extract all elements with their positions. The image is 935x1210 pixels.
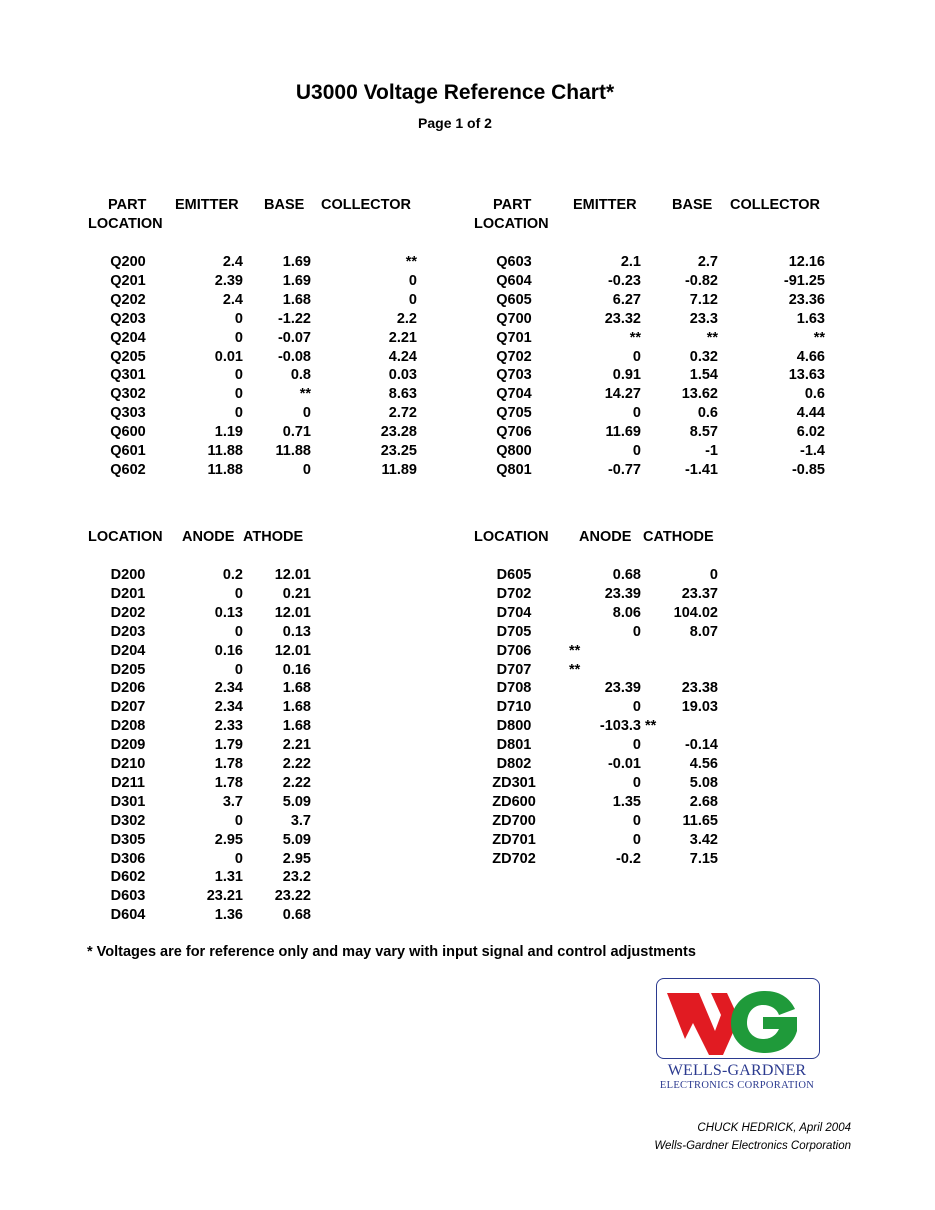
base-value: 1.69 <box>282 254 311 270</box>
table-row <box>0 774 935 793</box>
table-row <box>0 461 935 480</box>
cathode-value: 23.37 <box>681 585 718 602</box>
collector-value: ** <box>405 254 417 270</box>
diode-location: D605 <box>496 567 532 583</box>
collector-value: 8.63 <box>388 386 417 403</box>
anode-value: ** <box>569 661 581 678</box>
part-location: Q203 <box>110 310 146 327</box>
part-location: Q200 <box>110 254 146 270</box>
header-cathode: CATHODE <box>643 529 714 545</box>
anode-value: 0.16 <box>214 642 243 659</box>
part-location: Q602 <box>110 461 146 478</box>
collector-value: -1.4 <box>800 443 825 459</box>
anode-value: 8.06 <box>612 604 641 621</box>
table-row <box>0 310 935 329</box>
collector-value: 23.25 <box>380 443 417 459</box>
part-location: Q703 <box>496 367 532 384</box>
page-title: U3000 Voltage Reference Chart* <box>295 81 615 104</box>
base-value: 11.88 <box>275 443 311 459</box>
anode-value: 0.13 <box>214 604 243 621</box>
anode-value: 1.35 <box>612 793 641 810</box>
table-row <box>0 755 935 774</box>
base-value: 1.54 <box>689 367 718 384</box>
emitter-value: 0 <box>632 443 641 459</box>
cathode-value: 5.09 <box>282 831 311 848</box>
emitter-value: 0 <box>234 386 243 403</box>
diode-location: D203 <box>110 623 146 640</box>
company-credit: Wells-Gardner Electronics Corporation <box>654 1140 851 1152</box>
anode-value: 1.79 <box>214 737 243 754</box>
collector-value: 23.28 <box>380 424 417 441</box>
anode-value: 0 <box>632 812 641 829</box>
anode-value: ** <box>569 642 581 659</box>
base-value: 0 <box>302 405 311 422</box>
table-row <box>0 272 935 291</box>
collector-value: 2.72 <box>388 405 417 422</box>
table-row <box>0 585 935 604</box>
anode-value: 23.39 <box>604 680 641 697</box>
emitter-value: 23.32 <box>604 310 641 327</box>
diode-location: ZD600 <box>492 793 536 810</box>
collector-value: 23.36 <box>788 291 825 308</box>
cathode-value: 8.07 <box>689 623 718 640</box>
base-value: 0.8 <box>290 367 311 384</box>
diode-location: D201 <box>110 585 146 602</box>
collector-value: 0 <box>408 272 417 289</box>
table-row <box>0 423 935 442</box>
page-subtitle: Page 1 of 2 <box>418 115 492 131</box>
collector-value: -0.85 <box>791 461 825 478</box>
cathode-value: 4.56 <box>689 756 718 772</box>
table-row <box>0 698 935 717</box>
diode-location: D200 <box>110 567 146 583</box>
collector-value: 4.66 <box>796 348 825 365</box>
anode-value: 0 <box>234 812 243 829</box>
collector-value: 4.24 <box>388 348 417 365</box>
table-row <box>0 717 935 736</box>
cathode-value: 23.2 <box>282 869 311 886</box>
diode-location: D801 <box>496 737 532 754</box>
emitter-value: 1.19 <box>214 424 243 441</box>
collector-value: ** <box>813 329 825 346</box>
base-value: 23.3 <box>689 310 718 327</box>
cathode-value: 23.22 <box>274 888 311 905</box>
table-row <box>0 812 935 831</box>
header-location: LOCATION <box>474 529 549 545</box>
anode-value: 2.95 <box>214 831 243 848</box>
base-value: -0.82 <box>684 272 718 289</box>
diode-table-right <box>0 528 935 928</box>
collector-value: 4.44 <box>796 405 825 422</box>
emitter-value: 0 <box>632 348 641 365</box>
anode-value: 0 <box>234 850 243 867</box>
emitter-value: 11.88 <box>207 461 243 478</box>
diode-location: ZD301 <box>492 774 536 791</box>
emitter-value: 11.69 <box>605 424 641 441</box>
collector-value: 11.89 <box>381 461 417 478</box>
base-value: -1.22 <box>277 310 311 327</box>
collector-value: 13.63 <box>788 367 825 384</box>
diode-location: D208 <box>110 718 146 735</box>
diode-location: D302 <box>110 812 146 829</box>
part-location: Q706 <box>496 424 532 441</box>
emitter-value: 11.88 <box>207 443 243 459</box>
anode-value: 1.78 <box>214 756 243 772</box>
cathode-value: 2.22 <box>282 774 311 791</box>
base-value: 0 <box>302 461 311 478</box>
diode-location: ZD700 <box>492 812 536 829</box>
cathode-value: 2.68 <box>689 793 718 810</box>
collector-value: 2.2 <box>396 310 417 327</box>
part-location: Q302 <box>110 386 146 403</box>
table-row <box>0 793 935 812</box>
emitter-value: 0.91 <box>612 367 641 384</box>
diode-location: D305 <box>110 831 146 848</box>
part-location: Q303 <box>110 405 146 422</box>
anode-value: 0 <box>632 774 641 791</box>
header-anode: ANODE <box>579 529 632 545</box>
table-row <box>0 348 935 367</box>
base-value: -0.07 <box>277 329 311 346</box>
part-location: Q605 <box>496 291 532 308</box>
table-row <box>0 850 935 869</box>
cathode-value: 0.16 <box>282 661 311 678</box>
anode-value: 23.21 <box>206 888 243 905</box>
collector-value: 6.02 <box>796 424 825 441</box>
diode-location: D207 <box>110 699 146 716</box>
cathode-value: 3.42 <box>689 831 718 848</box>
emitter-value: 2.4 <box>222 291 243 308</box>
wells-gardner-logo <box>656 978 820 1059</box>
base-value: -1 <box>705 443 718 459</box>
anode-value: 0 <box>234 585 243 602</box>
cathode-value: ** <box>645 718 657 735</box>
diode-location: D209 <box>110 737 146 754</box>
diode-location: D706 <box>496 642 532 659</box>
cathode-value: 104.02 <box>673 604 718 621</box>
cathode-value: 11.65 <box>682 812 718 829</box>
footnote: * Voltages are for reference only and may vary with input signal and control adjustments <box>87 944 696 960</box>
diode-location: D306 <box>110 850 146 867</box>
cathode-value: 0.21 <box>282 585 311 602</box>
base-value: -0.08 <box>277 348 311 365</box>
header-emitter: EMITTER <box>175 197 239 213</box>
emitter-value: 0.01 <box>214 348 243 365</box>
table-row <box>0 329 935 348</box>
header-location: LOCATION <box>474 216 549 232</box>
diode-location: D704 <box>496 604 532 621</box>
diode-location: D604 <box>110 907 146 924</box>
cathode-value: 12.01 <box>274 567 311 583</box>
diode-location: D204 <box>110 642 146 659</box>
base-value: ** <box>706 329 718 346</box>
logo-company-name: WELLS-GARDNER <box>667 1062 807 1079</box>
diode-location: D205 <box>110 661 146 678</box>
cathode-value: 1.68 <box>282 699 311 716</box>
table-row <box>0 291 935 310</box>
emitter-value: 2.39 <box>214 272 243 289</box>
cathode-value: 19.03 <box>681 699 718 716</box>
table-row <box>0 831 935 850</box>
base-value: 1.69 <box>282 272 311 289</box>
anode-value: -0.01 <box>607 756 641 772</box>
part-location: Q600 <box>110 424 146 441</box>
table-row <box>0 661 935 680</box>
table-row <box>0 679 935 698</box>
header-part: PART <box>108 197 147 213</box>
base-value: ** <box>299 386 311 403</box>
emitter-value: 0 <box>234 310 243 327</box>
collector-value: 2.21 <box>388 329 417 346</box>
base-value: 0.71 <box>282 424 311 441</box>
cathode-value: 12.01 <box>274 604 311 621</box>
diode-location: D707 <box>496 661 532 678</box>
anode-value: 0 <box>234 623 243 640</box>
diode-location: D206 <box>110 680 146 697</box>
emitter-value: 0 <box>632 405 641 422</box>
anode-value: -0.2 <box>616 850 641 867</box>
cathode-value: 12.01 <box>274 642 311 659</box>
collector-value: 0 <box>408 291 417 308</box>
author-credit: CHUCK HEDRICK, April 2004 <box>697 1122 851 1134</box>
anode-value: 2.34 <box>214 699 243 716</box>
table-row <box>0 366 935 385</box>
emitter-value: 2.4 <box>222 254 243 270</box>
base-value: 7.12 <box>689 291 718 308</box>
collector-value: 0.03 <box>388 367 417 384</box>
anode-value: 0.2 <box>222 567 243 583</box>
anode-value: 1.31 <box>214 869 243 886</box>
diode-location: D602 <box>110 869 146 886</box>
table-row <box>0 404 935 423</box>
header-location: LOCATION <box>88 529 163 545</box>
table-row <box>0 566 935 585</box>
diode-location: D802 <box>496 756 532 772</box>
part-location: Q205 <box>110 348 146 365</box>
base-value: -1.41 <box>684 461 718 478</box>
part-location: Q601 <box>110 443 146 459</box>
part-location: Q801 <box>496 461 532 478</box>
base-value: 1.68 <box>282 291 311 308</box>
emitter-value: 6.27 <box>612 291 641 308</box>
part-location: Q603 <box>496 254 532 270</box>
base-value: 2.7 <box>697 254 718 270</box>
part-location: Q604 <box>496 272 532 289</box>
collector-value: 12.16 <box>788 254 825 270</box>
anode-value: 0 <box>234 661 243 678</box>
anode-value: 2.33 <box>214 718 243 735</box>
anode-value: 2.34 <box>214 680 243 697</box>
table-row <box>0 385 935 404</box>
part-location: Q201 <box>110 272 146 289</box>
cathode-value: 5.08 <box>689 774 718 791</box>
table-row <box>0 736 935 755</box>
collector-value: -91.25 <box>783 272 825 289</box>
transistor-table-right <box>0 196 935 486</box>
diode-location: D211 <box>111 774 145 791</box>
header-location: LOCATION <box>88 216 163 232</box>
cathode-value: 23.38 <box>681 680 718 697</box>
part-location: Q701 <box>496 329 532 346</box>
anode-value: 0 <box>632 737 641 754</box>
emitter-value: -0.77 <box>607 461 641 478</box>
cathode-value: 7.15 <box>689 850 718 867</box>
header-collector: COLLECTOR <box>730 197 820 213</box>
base-value: 0.6 <box>697 405 718 422</box>
cathode-value: 2.21 <box>282 737 311 754</box>
diode-location: ZD701 <box>492 831 536 848</box>
part-location: Q704 <box>496 386 532 403</box>
cathode-value: 0.68 <box>282 907 311 924</box>
collector-value: 0.6 <box>804 386 825 403</box>
header-emitter: EMITTER <box>573 197 637 213</box>
part-location: Q204 <box>110 329 146 346</box>
emitter-value: 0 <box>234 405 243 422</box>
emitter-value: 2.1 <box>620 254 641 270</box>
diode-location: ZD702 <box>492 850 536 867</box>
cathode-value: -0.14 <box>684 737 718 754</box>
anode-value: 23.39 <box>604 585 641 602</box>
part-location: Q702 <box>496 348 532 365</box>
diode-location: D202 <box>110 604 146 621</box>
anode-value: 0 <box>632 699 641 716</box>
emitter-value: 0 <box>234 329 243 346</box>
cathode-value: 2.22 <box>282 756 311 772</box>
diode-location: D800 <box>496 718 532 735</box>
part-location: Q705 <box>496 405 532 422</box>
part-location: Q700 <box>496 310 532 327</box>
cathode-value: 2.95 <box>282 850 311 867</box>
table-row <box>0 623 935 642</box>
anode-value: 1.36 <box>214 907 243 924</box>
diode-location: D210 <box>110 756 146 772</box>
cathode-value: 1.68 <box>282 718 311 735</box>
anode-value: 0 <box>632 831 641 848</box>
anode-value: -103.3 <box>599 718 641 735</box>
diode-location: D702 <box>496 585 532 602</box>
table-row <box>0 253 935 272</box>
header-base: BASE <box>264 197 305 213</box>
part-location: Q301 <box>110 367 146 384</box>
cathode-value: 1.68 <box>282 680 311 697</box>
header-part: PART <box>493 197 532 213</box>
cathode-value: 3.7 <box>290 812 311 829</box>
cathode-value: 0.13 <box>282 623 311 640</box>
header-collector: COLLECTOR <box>321 197 411 213</box>
diode-location: D603 <box>110 888 146 905</box>
emitter-value: ** <box>629 329 641 346</box>
base-value: 0.32 <box>689 348 718 365</box>
diode-location: D708 <box>496 680 532 697</box>
table-row <box>0 642 935 661</box>
header-base: BASE <box>672 197 713 213</box>
header-cathode: ATHODE <box>243 529 304 545</box>
header-anode: ANODE <box>182 529 235 545</box>
collector-value: 1.63 <box>796 310 825 327</box>
table-row <box>0 442 935 461</box>
diode-location: D705 <box>496 623 532 640</box>
cathode-value: 5.09 <box>282 793 311 810</box>
logo-company-subtitle: ELECTRONICS CORPORATION <box>659 1080 815 1091</box>
anode-value: 0.68 <box>612 567 641 583</box>
diode-location: D301 <box>110 793 146 810</box>
anode-value: 0 <box>632 623 641 640</box>
emitter-value: 14.27 <box>604 386 641 403</box>
base-value: 8.57 <box>689 424 718 441</box>
table-row <box>0 604 935 623</box>
part-location: Q202 <box>110 291 146 308</box>
diode-location: D710 <box>496 699 532 716</box>
anode-value: 3.7 <box>222 793 243 810</box>
cathode-value: 0 <box>709 567 718 583</box>
base-value: 13.62 <box>681 386 718 403</box>
wg-logo-icon <box>657 979 819 1058</box>
emitter-value: 0 <box>234 367 243 384</box>
anode-value: 1.78 <box>214 774 243 791</box>
part-location: Q800 <box>496 443 532 459</box>
emitter-value: -0.23 <box>607 272 641 289</box>
